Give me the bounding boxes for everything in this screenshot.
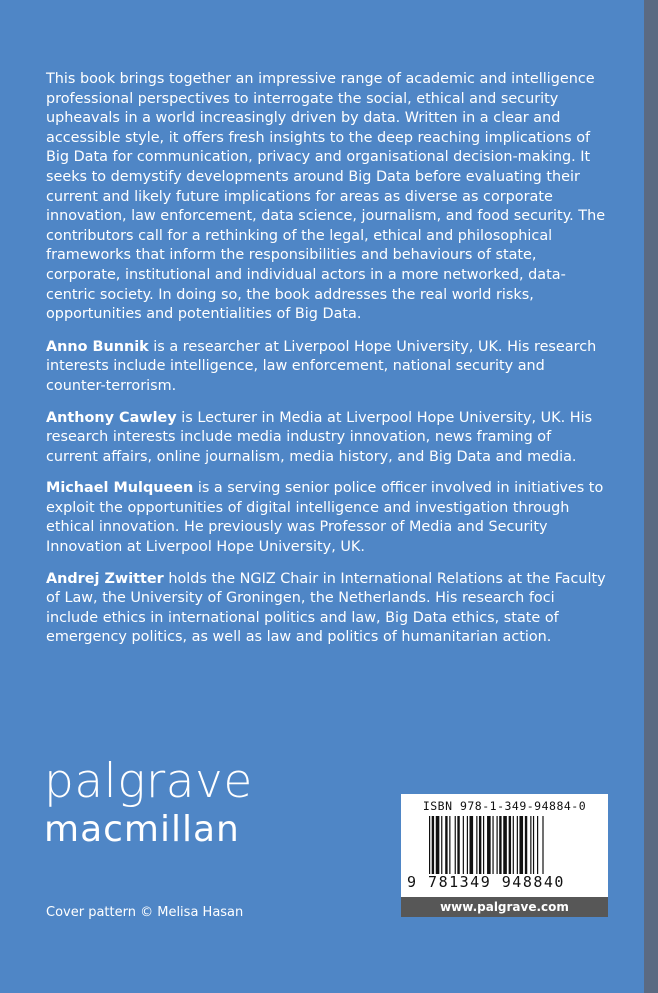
author-bio-3 — [46, 479, 606, 557]
author-name: Andrej Zwitter — [46, 570, 164, 587]
author-bio-1 — [46, 338, 606, 397]
isbn-barcode — [401, 794, 608, 897]
author-name: Anthony Cawley — [46, 409, 177, 426]
cover-credit: Cover pattern © Melisa Hasan — [46, 905, 244, 920]
author-bio-text: holds the NGIZ Chair in International Relations at the Faculty of Law, the University of Groningen, the Netherlands. His research foci include ethics in international politics and law, Big Data ethics, state of emergency politics, as well as law and politics of humanitarian action. — [46, 570, 606, 646]
back-cover-text — [46, 70, 606, 660]
publisher-website: www.palgrave.com — [401, 897, 608, 917]
author-bio-text: is a researcher at Liverpool Hope University, UK. His research interests include intelligence, law enforcement, national security and counter-terrorism. — [46, 338, 597, 394]
book-blurb: This book brings together an impressive range of academic and intelligence professional perspectives to interrogate the social, ethical and security upheavals in a world increasingly driven by data. Written in a clear and accessible style, it offers fresh insights to the deep reaching implications of Big Data for communication, privacy and organisational decision-making. It seeks to demystify developments around Big Data before evaluating their current and likely future implications for areas as diverse as corporate innovation, law enforcement, data science, journalism, and food security. The contributors call for a rethinking of the legal, ethical and philosophical frameworks that inform the responsibilities and behaviours of state, corporate, institutional and individual actors in a more networked, data-centric society. In doing so, the book addresses the real world risks, opportunities and potentialities of Big Data. — [46, 71, 606, 323]
isbn-label: ISBN 978-1-349-94884-0 — [422, 799, 587, 813]
barcode-bars — [429, 816, 581, 874]
author-name: Michael Mulqueen — [46, 480, 194, 497]
publisher-logo — [44, 756, 253, 850]
author-bio-2 — [46, 409, 606, 468]
author-bio-text: is a serving senior police officer involved in initiatives to exploit the opportunities of digital intelligence and investigation through ethical innovation. He previously was Professor of Media and Security Innovation at Liverpool Hope University, UK. — [46, 480, 604, 556]
author-bio-text: is Lecturer in Media at Liverpool Hope University, UK. His research interests include media industry innovation, news framing of current affairs, online journalism, media history, and Big Data and media. — [46, 409, 593, 465]
author-name: Anno Bunnik — [46, 338, 149, 355]
barcode-digits: 9 781349 948840 — [407, 873, 565, 891]
logo-line-1: palgrave — [44, 754, 253, 809]
logo-line-2: macmillan — [44, 809, 240, 850]
cover-edge — [644, 0, 658, 993]
author-bio-4 — [46, 570, 606, 648]
